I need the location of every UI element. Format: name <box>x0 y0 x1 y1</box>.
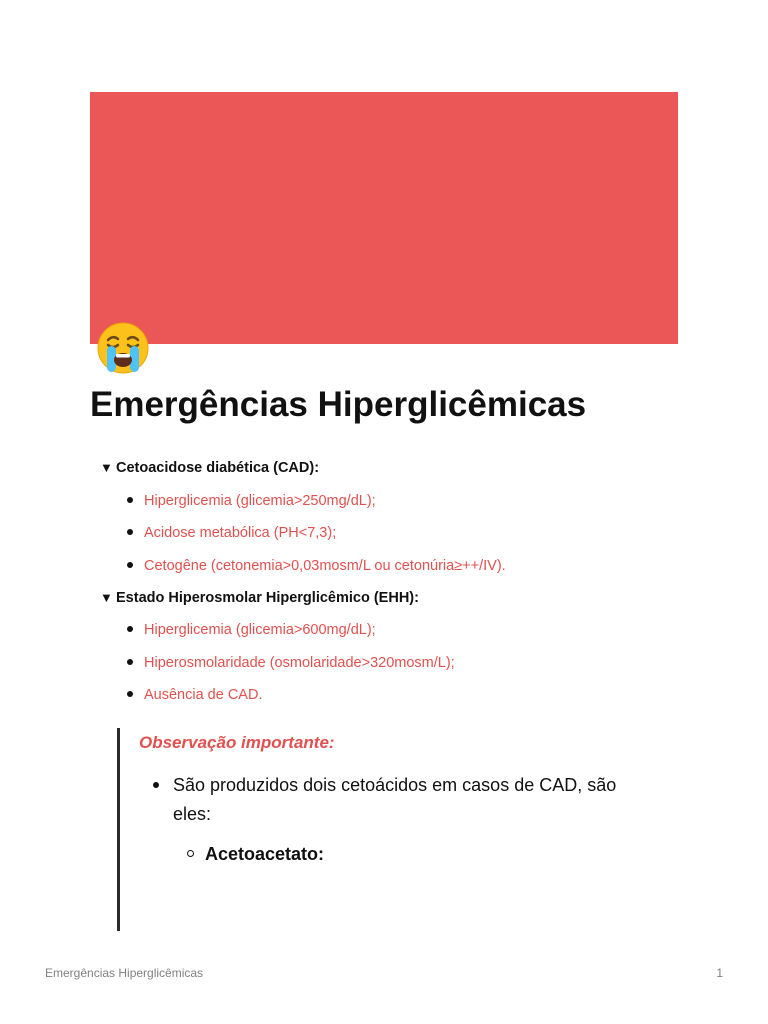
list-item <box>127 556 506 576</box>
list-item <box>127 620 376 640</box>
bullet-icon <box>127 691 133 697</box>
toggle-heading: Estado Hiperosmolar Hiperglicêmico (EHH): <box>116 590 419 606</box>
list-item <box>127 653 455 673</box>
callout-title: Observação importante: <box>139 733 335 752</box>
footer-doc-title: Emergências Hiperglicêmicas <box>45 966 204 980</box>
callout-sub-bullet <box>187 841 324 867</box>
toggle-cad[interactable] <box>100 458 319 478</box>
toggle-arrow-icon[interactable]: ▼ <box>100 590 113 605</box>
loudly-crying-face-icon <box>94 318 152 376</box>
quote-bar <box>117 728 120 931</box>
bullet-icon <box>153 782 159 788</box>
list-item-text: Cetogêne (cetonemia>0,03mosm/L ou cetonúria≥++/IV). <box>144 558 506 574</box>
bullet-icon <box>127 659 133 665</box>
page-title: Emergências Hiperglicêmicas <box>90 385 587 424</box>
list-item-text: Hiperglicemia (glicemia>250mg/dL); <box>144 493 376 509</box>
list-item <box>127 491 376 511</box>
callout-bullet-text: São produzidos dois cetoácidos em casos de CAD, são eles: <box>173 775 617 824</box>
hollow-bullet-icon <box>187 850 194 857</box>
toggle-heading: Cetoacidose diabética (CAD): <box>116 460 320 476</box>
page-number: 1 <box>716 966 723 980</box>
list-item <box>127 523 336 543</box>
list-item-text: Hiperglicemia (glicemia>600mg/dL); <box>144 622 376 638</box>
bullet-icon <box>127 626 133 632</box>
bullet-icon <box>127 529 133 535</box>
list-item <box>127 685 262 705</box>
list-item-text: Ausência de CAD. <box>144 687 263 703</box>
page-cover <box>90 92 678 344</box>
callout-sub-bullet-text: Acetoacetato: <box>205 844 325 864</box>
callout-bullet <box>153 771 663 829</box>
list-item-text: Hiperosmolaridade (osmolaridade>320mosm/L); <box>144 655 455 671</box>
toggle-arrow-icon[interactable]: ▼ <box>100 460 113 475</box>
bullet-icon <box>127 497 133 503</box>
list-item-text: Acidose metabólica (PH<7,3); <box>144 525 337 541</box>
bullet-icon <box>127 562 133 568</box>
toggle-ehh[interactable] <box>100 588 419 608</box>
